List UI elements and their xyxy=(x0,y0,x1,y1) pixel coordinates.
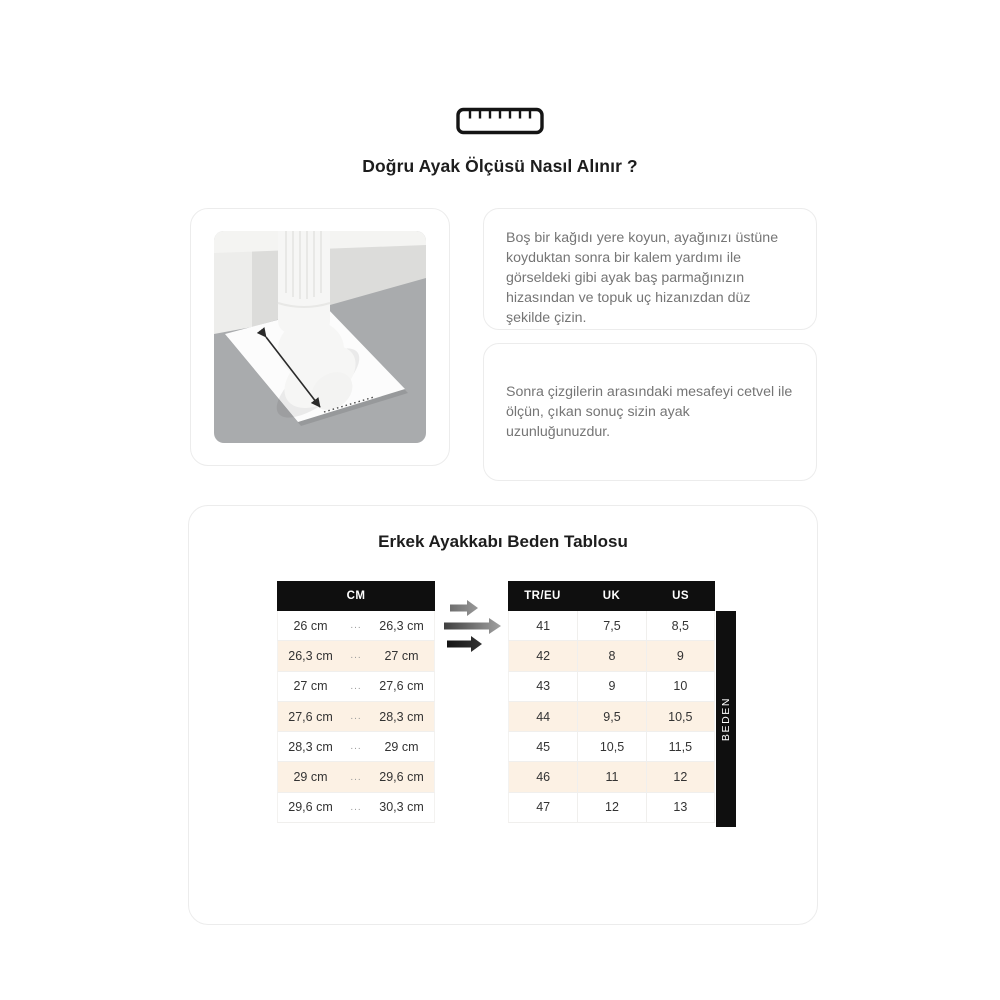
size-cell: 43 xyxy=(536,679,551,694)
size-cell: 10 xyxy=(646,672,714,701)
cm-range-table xyxy=(277,581,435,823)
size-cell: 9,5 xyxy=(577,702,645,731)
instruction-card-2 xyxy=(483,343,817,481)
cm-from: 29,6 cm xyxy=(288,800,333,815)
foot-photo-card xyxy=(190,208,450,466)
size-cell: 9 xyxy=(577,672,645,701)
cm-from: 26 cm xyxy=(293,618,328,633)
cm-table-body xyxy=(277,611,435,823)
cm-table-header xyxy=(277,581,435,611)
ruler-icon xyxy=(456,106,544,136)
cm-from: 26,3 cm xyxy=(288,648,333,663)
foot-on-paper-illustration xyxy=(214,231,426,443)
size-table-title: Erkek Ayakkabı Beden Tablosu xyxy=(378,532,628,551)
size-header-us: US xyxy=(672,590,689,602)
cm-separator: ... xyxy=(350,620,362,632)
instruction-step-2: Sonra çizgilerin arasındaki mesafeyi cetvel ile ölçün, çıkan sonuç sizin ayak uzunluğunuzdur. xyxy=(506,384,793,440)
cm-range-row xyxy=(277,762,435,792)
cm-separator: ... xyxy=(350,680,362,692)
size-row xyxy=(508,702,715,732)
cm-range-row xyxy=(277,672,435,702)
page-title: Doğru Ayak Ölçüsü Nasıl Alınır ? xyxy=(362,156,638,176)
arrows-wrap xyxy=(442,598,506,657)
cm-to: 30,3 cm xyxy=(379,800,424,815)
foot-measure-photo xyxy=(214,231,426,443)
cm-separator: ... xyxy=(350,771,362,783)
size-cell: 44 xyxy=(536,709,551,724)
size-cell: 12 xyxy=(646,762,714,791)
cm-to: 27,6 cm xyxy=(379,679,424,694)
size-table-header-row xyxy=(508,581,715,611)
header-icon-wrap xyxy=(0,106,1000,141)
cm-to: 29,6 cm xyxy=(379,770,424,785)
cm-from: 27 cm xyxy=(293,679,328,694)
cm-range-row xyxy=(277,611,435,641)
size-cell: 8,5 xyxy=(646,611,714,640)
size-cell: 11 xyxy=(577,762,645,791)
size-cell: 13 xyxy=(646,793,714,822)
size-row xyxy=(508,641,715,671)
cm-separator: ... xyxy=(350,650,362,662)
cm-range-row xyxy=(277,793,435,823)
size-cell: 42 xyxy=(536,648,551,663)
size-cell: 45 xyxy=(536,739,551,754)
cm-range-row xyxy=(277,702,435,732)
size-cell: 46 xyxy=(536,770,551,785)
cm-to: 26,3 cm xyxy=(379,618,424,633)
cm-to: 27 cm xyxy=(384,648,419,663)
beden-vertical-label xyxy=(716,611,736,827)
cm-from: 27,6 cm xyxy=(288,709,333,724)
cm-range-row xyxy=(277,641,435,671)
size-cell: 7,5 xyxy=(577,611,645,640)
size-cell: 8 xyxy=(577,641,645,670)
beden-label-text: BEDEN xyxy=(720,696,732,742)
transfer-arrows-icon xyxy=(442,598,506,652)
size-row xyxy=(508,611,715,641)
cm-separator: ... xyxy=(350,741,362,753)
cm-separator: ... xyxy=(350,711,362,723)
size-cell: 12 xyxy=(577,793,645,822)
size-table-body xyxy=(508,611,715,823)
cm-separator: ... xyxy=(350,801,362,813)
size-cell: 47 xyxy=(536,800,551,815)
shoe-size-table xyxy=(508,581,715,823)
cm-header-label: CM xyxy=(346,590,366,602)
instruction-step-1: Boş bir kağıdı yere koyun, ayağınızı üstüne koyduktan sonra bir kalem yardımı ile görseldeki gibi ayak baş parmağınızın hizasından ve topuk uç hizanızdan düz şekilde çizin. xyxy=(506,230,779,326)
size-row xyxy=(508,672,715,702)
size-cell: 10,5 xyxy=(646,702,714,731)
cm-from: 28,3 cm xyxy=(288,739,333,754)
size-row xyxy=(508,732,715,762)
cm-from: 29 cm xyxy=(293,770,328,785)
cm-to: 28,3 cm xyxy=(379,709,424,724)
size-header-uk: UK xyxy=(602,590,621,602)
size-cell: 10,5 xyxy=(577,732,645,761)
size-cell: 9 xyxy=(646,641,714,670)
size-cell: 11,5 xyxy=(646,732,714,761)
size-row xyxy=(508,793,715,823)
size-table-card xyxy=(188,505,818,925)
instruction-card-1 xyxy=(483,208,817,330)
size-row xyxy=(508,762,715,792)
cm-range-row xyxy=(277,732,435,762)
cm-to: 29 cm xyxy=(384,739,419,754)
size-header-treu: TR/EU xyxy=(524,590,561,602)
size-cell: 41 xyxy=(536,618,551,633)
